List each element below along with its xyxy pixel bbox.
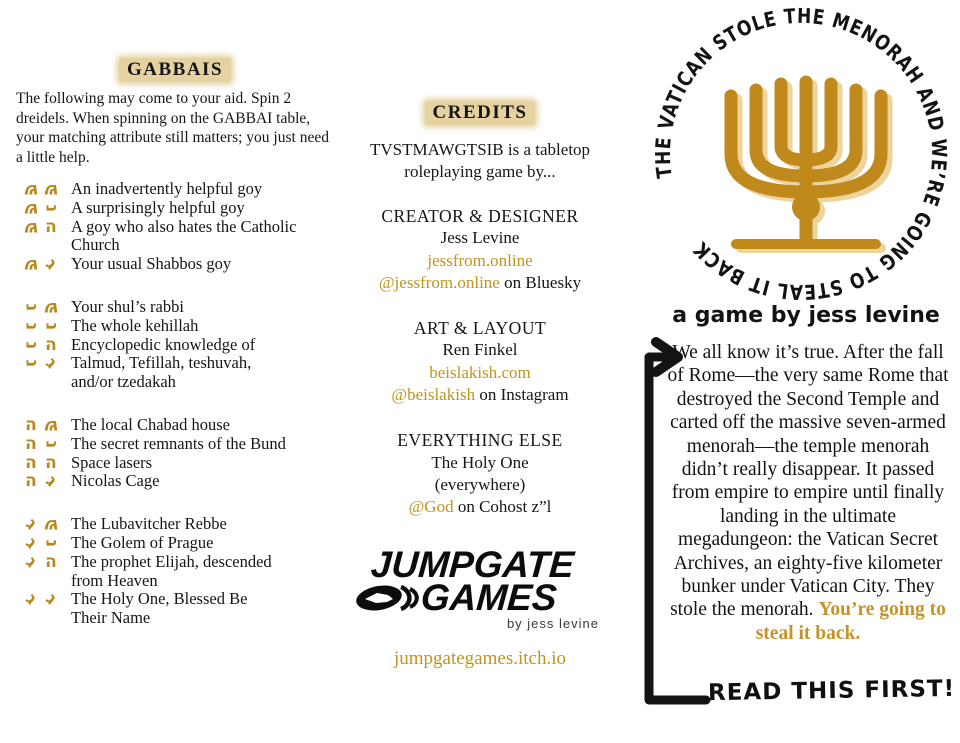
credit-link[interactable]: jessfrom.online [427,250,533,270]
credits-panel [346,101,614,670]
credits-tagline: TVSTMAWGTSIB is a tabletop roleplaying game by... [369,140,591,181]
arrow-icon [636,334,716,709]
gabbai-entry-text: An inadvertently helpful goy [71,179,263,198]
gabbai-line [16,218,334,237]
dreidel-letters [16,435,71,454]
credit-text: The Holy One [431,452,529,472]
gabbai-line [16,454,334,473]
credit-section-heading: ART & LAYOUT [413,318,547,339]
gabbai-line [16,354,334,373]
gabbai-group-1 [16,180,334,274]
jumpgate-games-logo [355,543,605,631]
gabbais-title-wrap [16,58,334,82]
credit-text: on Cohost z”l [453,497,552,517]
gabbai-line [16,199,334,218]
gabbai-entry-text: Space lasers [71,452,153,472]
dreidel-letter-nun-icon: נ [41,539,62,548]
gabbai-entry-text: The prophet Elijah, descended [71,551,272,571]
dreidel-letters [16,472,71,491]
gabbai-line [16,236,334,255]
jumpgate-logo-row [355,576,605,618]
gabbai-line [16,553,334,572]
gabbai-line [16,298,334,317]
credit-text: (everywhere) [434,474,526,494]
gabbai-entry-text: Talmud, Tefillah, teshuvah, [71,353,252,373]
dreidel-letter-hey-icon: ה [45,551,57,572]
gabbai-entry-text: The local Chabad house [71,414,230,434]
dreidel-letter-gimel-icon: ג [41,589,62,610]
dreidel-letter-nun-icon: נ [41,204,62,213]
credit-section-3 [346,429,614,518]
gabbai-line [16,534,334,553]
gabbai-line [16,472,334,491]
credit-line [346,227,614,249]
gabbai-entry-text: from Heaven [71,570,158,590]
dreidel-letters [16,336,71,355]
dreidel-letter-gimel-icon: ג [41,254,62,275]
credit-line [346,250,614,272]
dreidel-letters [16,218,71,237]
jumpgate-logo-byline: by jess levine [506,615,599,631]
cover-byline: a game by jess levine [672,303,940,328]
gabbai-line [16,373,334,392]
dreidel-letters [16,298,71,317]
dreidel-letter-hey-icon: ה [25,414,37,435]
dreidel-letter-hey-icon: ה [25,452,37,473]
dreidel-letters [16,416,71,435]
dreidel-letters [16,199,71,218]
credit-section-heading: EVERYTHING ELSE [397,430,563,451]
read-this-first-label: READ THIS FIRST! [707,675,956,707]
dreidel-letter-gimel-icon: ג [41,471,62,492]
gabbai-line [16,317,334,336]
dreidel-letter-nun-icon: נ [21,322,42,331]
dreidel-letter-gimel-icon: ג [21,589,42,610]
jumpgate-logo-word-jumpgate: JUMPGATE [369,543,576,585]
gabbai-entry-text: and/or tzedakah [71,372,176,392]
dreidel-letters [16,515,71,534]
dreidel-letter-gimel-icon: ג [21,552,42,572]
gabbai-entry-text: The Holy One, Blessed Be [71,589,248,609]
jumpgate-rocket-icon [355,582,421,614]
gabbai-entry-text: A surprisingly helpful goy [71,197,245,217]
credit-link[interactable]: @beislakish [391,385,476,405]
credit-link[interactable]: @God [408,497,454,517]
gabbai-group-2 [16,298,334,392]
credit-line [346,496,614,518]
gabbai-entry-text: The secret remnants of the Bund [71,433,286,453]
dreidel-letter-shin-icon: ש [44,415,58,436]
gabbai-entry-text: The Lubavitcher Rebbe [71,514,227,534]
dreidel-letter-nun-icon: נ [21,303,42,312]
dreidel-letter-shin-icon: ש [24,179,38,200]
gabbai-entry-text: Encyclopedic knowledge of [71,334,256,354]
dreidel-letter-shin-icon: ש [44,297,58,318]
credit-link[interactable]: @jessfrom.online [378,272,500,292]
credits-sections [346,205,614,519]
gabbai-entry-text: A goy who also hates the Catholic [71,216,297,236]
gabbai-line [16,435,334,454]
credit-text: on Instagram [475,385,569,405]
dreidel-letter-nun-icon: נ [41,440,62,449]
read-first-arrow-wrap [636,334,716,714]
dreidel-letter-hey-icon: ה [25,471,37,492]
cover-intro-text: We all know it’s true. After the fall of Rome—the very same Rome that destroyed the Second Temple and carted off the massive seven-armed menorah—the temple menorah didn’t really disappear. It passed from empire to empire until finally landing in the ultimate megadungeon: the Vatican Secret Archives, an eighty-five kilometer bunker under Vatican City. They stole the menorah. [667,342,949,621]
credit-section-1 [346,205,614,294]
gabbai-entry-text: Your usual Shabbos goy [71,254,232,274]
dreidel-letters [16,354,71,373]
gabbais-title: GABBAIS [119,58,231,82]
dreidel-letter-gimel-icon: ג [21,514,42,535]
dreidel-letter-nun-icon: נ [21,359,42,368]
credits-title: CREDITS [425,101,536,125]
gabbai-line [16,572,334,591]
credit-line [346,452,614,474]
credit-line [346,339,614,361]
gabbai-entry-text: The Golem of Prague [71,532,214,552]
gabbai-entry-text: The whole kehillah [71,315,199,335]
dreidel-letters [16,534,71,553]
credit-section-heading: CREATOR & DESIGNER [381,206,579,226]
dreidel-letter-gimel-icon: ג [21,533,42,553]
gabbais-intro: The following may come to your aid. Spin 2 dreidels. When spinning on the GABBAI table, your matching attribute still matters; you just need a little help. [16,90,329,166]
dreidel-letters [16,317,71,336]
gabbais-panel [16,58,334,628]
gabbai-line [16,336,334,355]
dreidel-letters [16,255,71,274]
credit-section-2 [346,317,614,406]
dreidel-letters [16,590,71,609]
gabbai-entry-text: Church [71,235,120,255]
credit-line [346,272,614,294]
credit-link[interactable]: beislakish.com [429,362,531,382]
credit-text: Jess Levine [440,228,520,248]
gabbai-groups [16,180,334,628]
credit-text: on Bluesky [499,272,582,292]
circle-text: THE VATICAN STOLE THE MENORAH AND WE’RE GOING TO STEAL IT BACK [650,4,952,305]
credit-line [346,384,614,406]
gabbai-entry-text: Your shul’s rabbi [71,296,184,316]
dreidel-letter-hey-icon: ה [45,334,57,355]
gabbai-group-3 [16,416,334,491]
dreidel-letter-shin-icon: ש [24,217,38,238]
gabbai-line [16,609,334,628]
credit-text: Ren Finkel [442,340,518,360]
dreidel-letter-shin-icon: ש [44,514,58,535]
gabbai-line [16,255,334,274]
credits-title-wrap [346,101,614,125]
dreidel-letter-shin-icon: ש [24,254,38,275]
dreidel-letter-nun-icon: נ [41,322,62,331]
credit-line [346,474,614,496]
cover-stamp [648,4,958,308]
gabbai-line [16,180,334,199]
menorah-icon [731,82,881,244]
dreidel-letter-nun-icon: נ [21,341,42,349]
dreidel-letters [16,454,71,473]
dreidel-letter-shin-icon: ש [24,198,38,219]
gabbai-entry-text: Nicolas Cage [71,471,160,491]
gabbai-group-4 [16,515,334,628]
gabbai-entry-text: Their Name [71,608,151,628]
dreidel-letter-hey-icon: ה [45,216,57,237]
gabbai-line [16,590,334,609]
cover-intro-bold: You’re going to steal it back. [755,599,946,644]
dreidel-letter-gimel-icon: ג [41,353,62,374]
credit-line [346,362,614,384]
dreidel-letter-hey-icon: ה [45,452,57,473]
gabbai-line [16,515,334,534]
itch-link[interactable]: jumpgategames.itch.io [393,647,566,669]
dreidel-letter-hey-icon: ה [25,433,37,454]
dreidel-letters [16,180,71,199]
dreidel-letters [16,553,71,572]
jumpgate-logo-word-games: GAMES [419,576,559,618]
gabbai-line [16,416,334,435]
dreidel-letter-shin-icon: ש [44,179,58,200]
